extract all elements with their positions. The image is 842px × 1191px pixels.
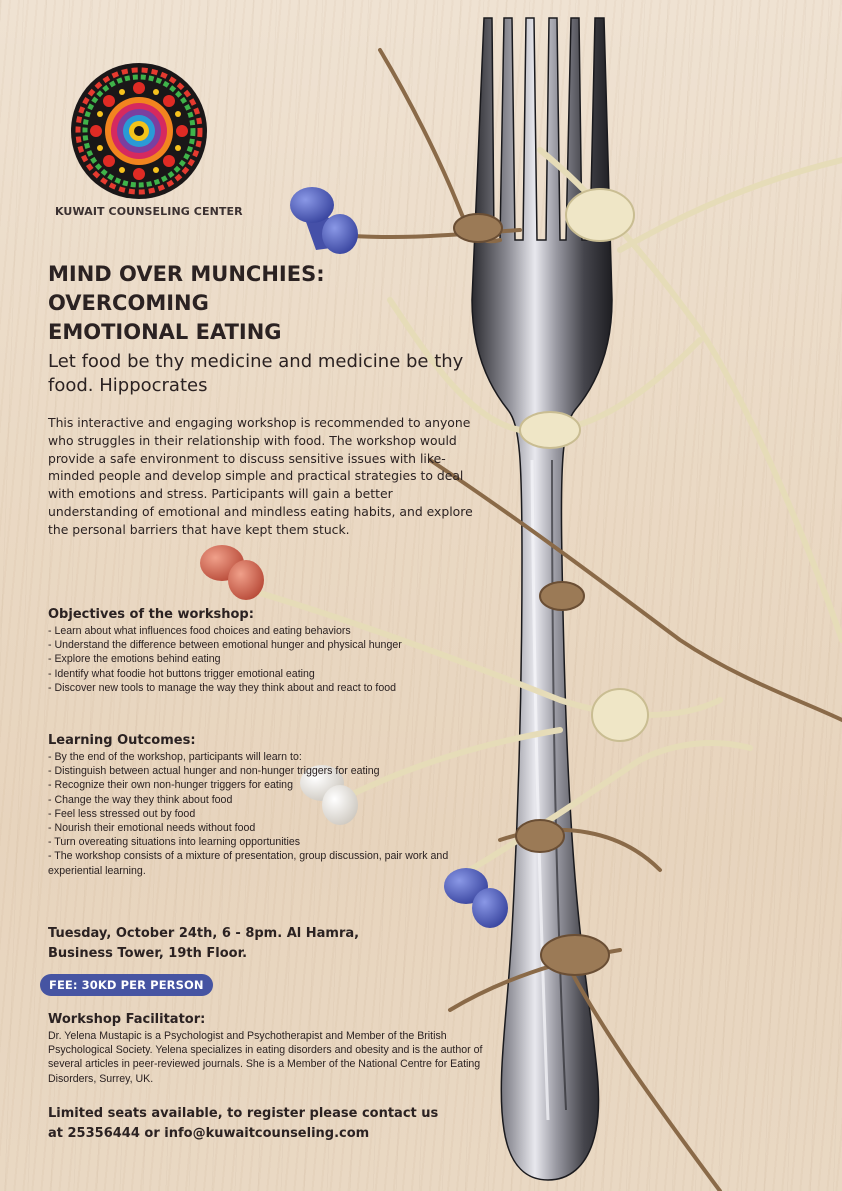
- list-item: - Recognize their own non-hunger triggers for eating: [48, 779, 293, 792]
- objectives-section: [48, 607, 508, 695]
- quote: Let food be thy medicine and medicine be thy food. Hippocrates: [48, 351, 464, 396]
- contact-line: Limited seats available, to register please contact us: [48, 1106, 439, 1121]
- organization-name: KUWAIT COUNSELING CENTER: [55, 205, 243, 218]
- list-item: - Explore the emotions behind eating: [48, 653, 221, 666]
- title-line: MIND OVER MUNCHIES:: [48, 262, 325, 286]
- list-item: - Learn about what influences food choices and eating behaviors: [48, 625, 351, 637]
- event-line: Tuesday, October 24th, 6 - 8pm. Al Hamra,: [48, 926, 360, 941]
- push-pin-icon: [200, 545, 264, 600]
- title-line: OVERCOMING: [48, 291, 209, 315]
- objectives-list: [48, 624, 508, 695]
- event-details: [48, 924, 408, 964]
- list-item: - By the end of the workshop, participants will learn to:: [48, 751, 302, 763]
- list-item: - Change the way they think about food: [48, 793, 233, 806]
- list-item: - Identify what foodie hot buttons trigger emotional eating: [48, 667, 315, 680]
- push-pin-icon: [290, 187, 358, 254]
- outcomes-list: [48, 750, 508, 878]
- facilitator-bio: Dr. Yelena Mustapic is a Psychologist and Psychotherapist and Member of the British Psychological Society. Yelena specializes in eating disorders and obesity and is the author of several articles in peer-reviewed journals. She is a Member of the National Centre for Eating Disorders, Surrey, UK.: [48, 1030, 483, 1085]
- intro-paragraph: This interactive and engaging workshop is recommended to anyone who struggles in their relationship with food. The workshop would provide a safe environment to discuss sensitive issues with like-minded people and develop simple and practical strategies to deal with emotions and stress. Participants will gain a better understanding of emotional and mindless eating habits, and explore the personal barriers that have kept them stuck.: [48, 415, 473, 537]
- contact-line: at 25356444 or info@kuwaitcounseling.com: [48, 1126, 370, 1141]
- contact-info: [48, 1104, 488, 1144]
- list-item: - Turn overeating situations into learning opportunities: [48, 836, 301, 849]
- list-item: - Understand the difference between emotional hunger and physical hunger: [48, 639, 402, 652]
- list-item: - Feel less stressed out by food: [48, 807, 196, 820]
- title-line: EMOTIONAL EATING: [48, 320, 282, 344]
- list-item: - Distinguish between actual hunger and non-hunger triggers for eating: [48, 765, 380, 778]
- list-item: - Nourish their emotional needs without food: [48, 822, 256, 835]
- mandala-logo-icon: [70, 62, 208, 200]
- page-title: [48, 260, 468, 347]
- fee-badge: FEE: 30KD PER PERSON: [40, 974, 213, 996]
- facilitator-heading: Workshop Facilitator:: [48, 1012, 206, 1027]
- objectives-heading: Objectives of the workshop:: [48, 607, 254, 622]
- outcomes-heading: Learning Outcomes:: [48, 733, 196, 748]
- list-item: - The workshop consists of a mixture of presentation, group discussion, pair work and experiential learning.: [48, 850, 449, 877]
- facilitator-section: [48, 1012, 508, 1086]
- event-line: Business Tower, 19th Floor.: [48, 946, 248, 961]
- outcomes-section: [48, 733, 508, 878]
- list-item: - Discover new tools to manage the way they think about and react to food: [48, 681, 397, 694]
